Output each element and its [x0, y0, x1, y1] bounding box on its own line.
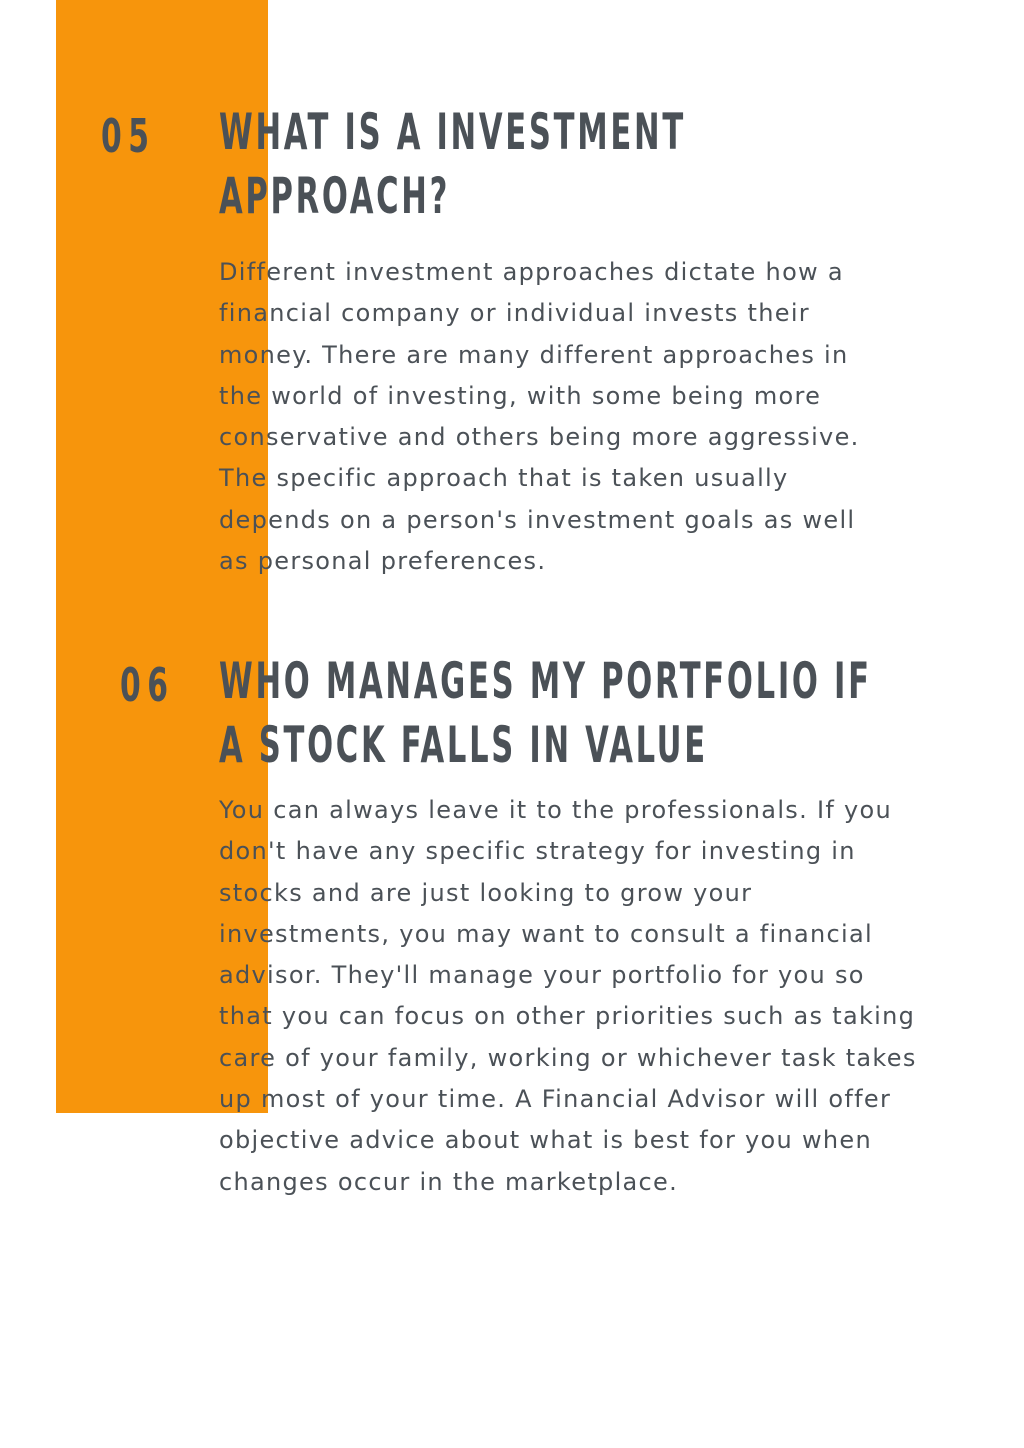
body-line: Different investment approaches dictate how a	[219, 258, 844, 286]
body-line: investments, you may want to consult a financial	[219, 919, 873, 948]
heading-line: WHAT IS A INVESTMENT	[219, 103, 686, 161]
heading-line: A STOCK FALLS IN VALUE	[219, 716, 708, 774]
body-line: changes occur in the marketplace.	[219, 1167, 679, 1196]
body-line: as personal preferences.	[219, 547, 547, 576]
body-line: depends on a person's investment goals as well	[219, 505, 856, 534]
body-line: financial company or individual invests their	[219, 299, 810, 328]
body-line: up most of your time. A Financial Advisor will offer	[219, 1085, 892, 1114]
body-line: care of your family, working or whichever task takes	[219, 1043, 917, 1072]
body-line: conservative and others being more aggressive.	[219, 423, 860, 452]
body-line: The specific approach that is taken usually	[219, 464, 789, 493]
heading-line: WHO MANAGES MY PORTFOLIO IF	[219, 652, 872, 710]
body-line: that you can focus on other priorities such as taking	[219, 1002, 916, 1031]
section-heading-05	[219, 100, 686, 228]
section-body-05	[219, 252, 860, 582]
section-heading-06	[219, 649, 872, 777]
section-number-06: 06	[120, 658, 175, 712]
body-line: objective advice about what is best for you when	[219, 1126, 873, 1155]
body-line: money. There are many different approaches in	[219, 340, 849, 369]
body-line: advisor. They'll manage your portfolio for you so	[219, 961, 865, 990]
section-body-06	[219, 790, 917, 1203]
body-line: don't have any specific strategy for investing in	[219, 837, 856, 866]
heading-line: APPROACH?	[219, 167, 451, 225]
section-number-05: 05	[101, 109, 156, 163]
body-line: stocks and are just looking to grow your	[219, 878, 753, 907]
body-line: the world of investing, with some being more	[219, 381, 822, 410]
body-line: You can always leave it to the professionals. If you	[219, 796, 893, 824]
